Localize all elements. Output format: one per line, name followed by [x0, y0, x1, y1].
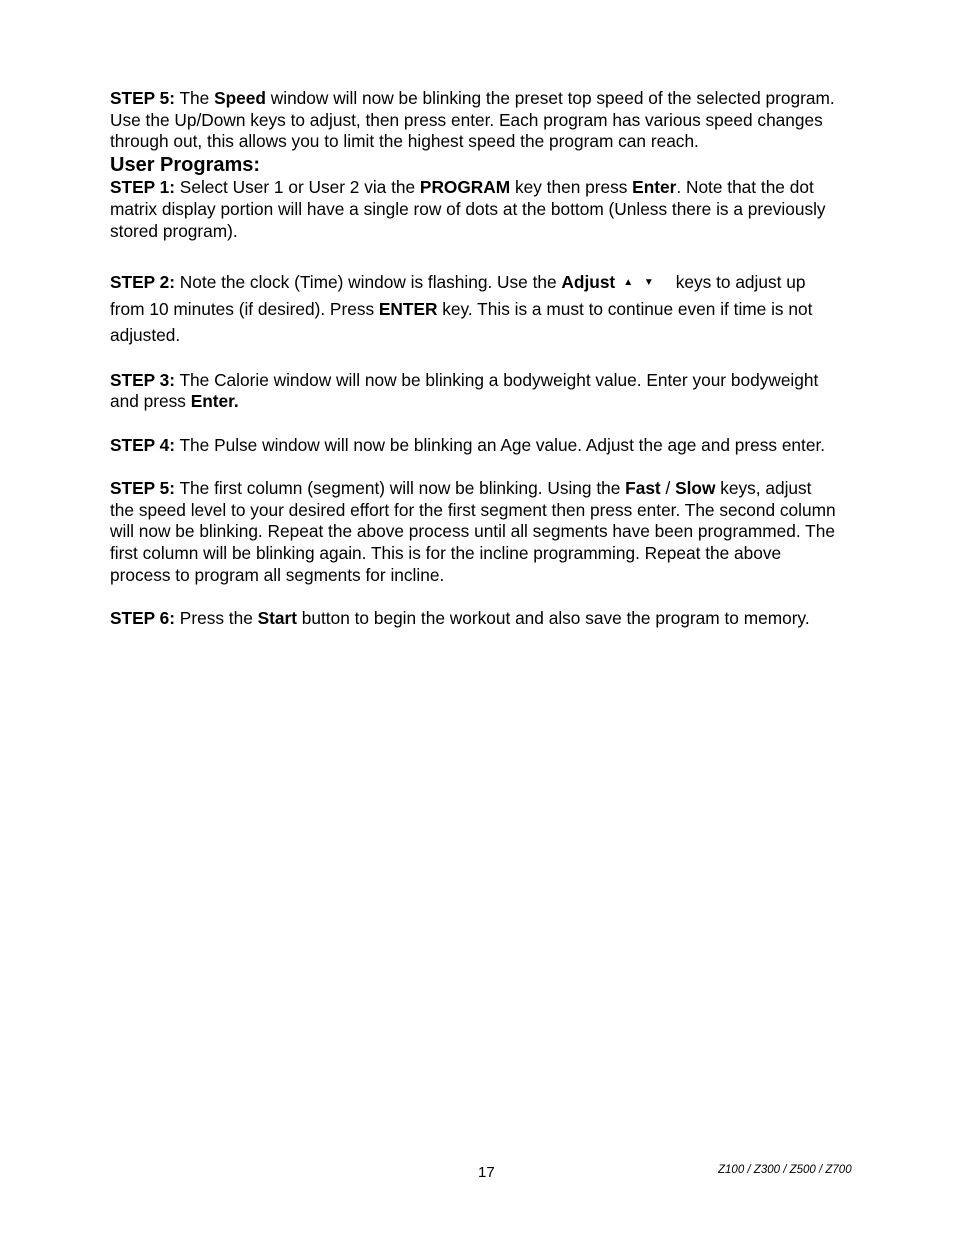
step6-text: Press the	[175, 607, 258, 628]
intro-step-speed-keyword: Speed	[214, 88, 266, 108]
step2-adjust-keyword: Adjust	[561, 272, 616, 293]
step4-paragraph	[110, 435, 840, 457]
step2-text: key. This is a must to continue even if time is not adjusted.	[110, 299, 813, 346]
step4-text: The Pulse window will now be blinking an Age value. Adjust the age and press enter.	[175, 434, 826, 455]
step1-text: key then press	[510, 177, 633, 198]
step2-label: STEP 2:	[110, 272, 175, 293]
step2-text: Note the clock (Time) window is flashing. Use the	[175, 272, 562, 293]
step1-paragraph	[110, 177, 840, 242]
step6-paragraph	[110, 608, 840, 630]
step5-fast-keyword: Fast	[625, 477, 661, 498]
step5-paragraph	[110, 478, 840, 587]
step3-label: STEP 3:	[110, 369, 175, 390]
step3-enter-keyword: Enter.	[190, 391, 239, 412]
up-down-arrows-icon: ▲ ▼	[623, 277, 658, 289]
page-content	[110, 88, 840, 630]
step4-label: STEP 4:	[110, 434, 175, 455]
step6-text: button to begin the workout and also save the program to memory.	[296, 607, 810, 628]
step5-text: /	[660, 477, 676, 498]
step2-enter-keyword: ENTER	[378, 299, 438, 320]
step1-enter-keyword: Enter	[632, 177, 677, 198]
step1-program-keyword: PROGRAM	[419, 177, 511, 198]
step6-label: STEP 6:	[110, 607, 175, 628]
step5-text: The first column (segment) will now be blinking. Using the	[175, 477, 626, 498]
page-number: 17	[478, 1164, 495, 1181]
step1-text: . Note that the dot matrix display portion will have a single row of dots at the bottom (Unless there is a previously stored program).	[110, 177, 826, 241]
step6-start-keyword: Start	[257, 607, 297, 628]
step2-paragraph	[110, 269, 840, 348]
model-numbers: Z100 / Z300 / Z500 / Z700	[718, 1164, 852, 1176]
step3-paragraph	[110, 370, 840, 413]
section-heading: User Programs:	[110, 154, 261, 177]
step5-text: keys, adjust the speed level to your desired effort for the first segment then press enter. The second column will now be blinking. Repeat the above process until all segments have been programmed. The first column will be blinking again. This is for the incline programming. Repeat the above process to program all segments for incline.	[110, 477, 836, 585]
step5-label: STEP 5:	[110, 477, 175, 498]
intro-step-label: STEP 5:	[110, 88, 175, 108]
step2-text: keys to adjust up from 10 minutes (if desired). Press	[110, 272, 806, 320]
intro-step-paragraph	[110, 88, 840, 153]
step3-text: The Calorie window will now be blinking a bodyweight value. Enter your bodyweight and press	[110, 369, 819, 412]
step1-label: STEP 1:	[110, 177, 175, 198]
intro-step-text: window will now be blinking the preset top speed of the selected program. Use the Up/Down keys to adjust, then press enter. Each program has various speed changes through out, this allows you to limit the highest speed the program can reach.	[110, 88, 835, 152]
step5-slow-keyword: Slow	[675, 477, 716, 498]
step1-text: Select User 1 or User 2 via the	[175, 177, 420, 198]
intro-step-text: The	[175, 88, 215, 108]
